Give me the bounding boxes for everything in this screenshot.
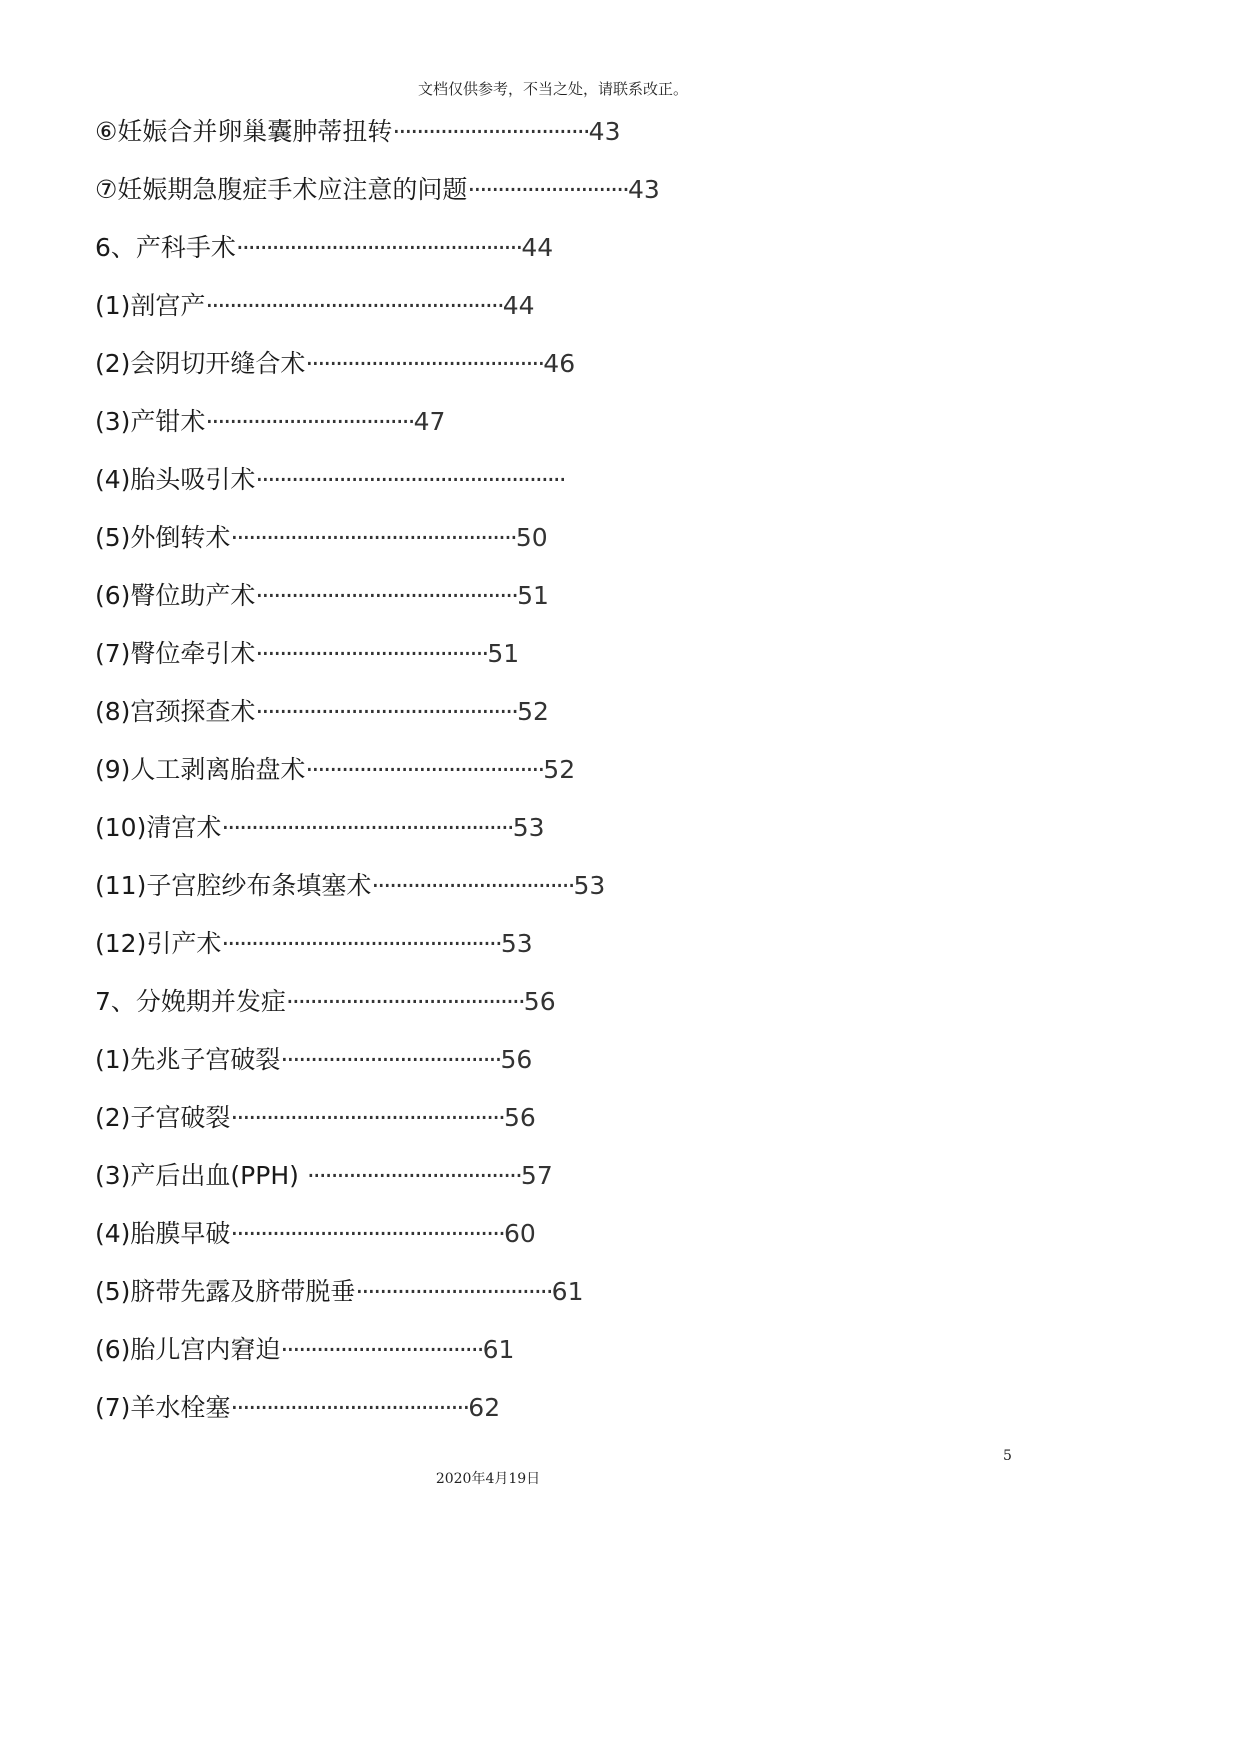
- toc-page-number: 46: [543, 349, 576, 378]
- toc-entry-label: (2)会阴切开缝合术: [95, 349, 306, 378]
- toc-page-number: 43: [588, 117, 621, 146]
- toc-leader-dots: ··············································: [230, 1219, 504, 1248]
- toc-entry[interactable]: [95, 402, 795, 460]
- toc-page-number: 56: [503, 1103, 536, 1132]
- toc-entry[interactable]: [95, 866, 795, 924]
- toc-entry-label: (12)引产术: [95, 929, 222, 958]
- toc-entry-label: (5)脐带先露及脐带脱垂: [95, 1277, 356, 1306]
- toc-entry[interactable]: [95, 1098, 795, 1156]
- toc-entry[interactable]: [95, 808, 795, 866]
- toc-page-number: 57: [520, 1161, 553, 1190]
- toc-leader-dots: ··································: [280, 1335, 483, 1364]
- toc-page-number: 50: [515, 523, 548, 552]
- toc-entry[interactable]: [95, 924, 795, 982]
- toc-leader-dots: ··············································: [230, 1103, 504, 1132]
- toc-entry[interactable]: [95, 576, 795, 634]
- toc-page-number: 51: [517, 581, 549, 610]
- toc-entry[interactable]: [95, 692, 795, 750]
- toc-leader-dots: ··································: [371, 871, 574, 900]
- toc-entry[interactable]: [95, 982, 795, 1040]
- toc-page-number: 52: [543, 755, 576, 784]
- toc-entry-label: (4)胎膜早破: [95, 1219, 231, 1248]
- toc-page-number: 56: [500, 1045, 533, 1074]
- toc-entry-label: 7、分娩期并发症: [95, 987, 286, 1016]
- toc-leader-dots: ········································: [305, 755, 544, 784]
- toc-entry-label: 6、产科手术: [95, 233, 236, 262]
- toc-page-number: 53: [500, 929, 533, 958]
- toc-leader-dots: ············································: [255, 697, 518, 726]
- toc-page-number: 52: [517, 697, 549, 726]
- toc-entry-label: (9)人工剥离胎盘术: [95, 755, 306, 784]
- toc-page-number: 53: [573, 871, 606, 900]
- toc-entry-label: (3)产后出血(PPH): [95, 1161, 307, 1190]
- toc-entry-label: (7)臀位牵引术: [95, 639, 256, 668]
- toc-leader-dots: ···································: [205, 407, 414, 436]
- toc-entry-label: (8)宫颈探查术: [95, 697, 256, 726]
- toc-entry[interactable]: [95, 228, 795, 286]
- toc-leader-dots: ········································: [285, 987, 524, 1016]
- toc-entry-label: (11)子宫腔纱布条填塞术: [95, 871, 372, 900]
- toc-leader-dots: ········································: [305, 349, 544, 378]
- toc-entry-label: (6)臀位助产术: [95, 581, 256, 610]
- toc-entry-label: (10)清宫术: [95, 813, 222, 842]
- toc-entry[interactable]: [95, 1388, 795, 1446]
- toc-entry-label: (7)羊水栓塞: [95, 1393, 231, 1422]
- toc-entry-label: (1)剖宫产: [95, 291, 206, 320]
- toc-entry-label: ⑦妊娠期急腹症手术应注意的问题: [95, 175, 468, 204]
- toc-page-number: 43: [628, 175, 660, 204]
- toc-entry[interactable]: [95, 750, 795, 808]
- toc-page-number: 62: [468, 1393, 501, 1422]
- toc-entry[interactable]: [95, 1272, 795, 1330]
- toc-page-number: 61: [551, 1277, 584, 1306]
- toc-page-number: 61: [482, 1335, 515, 1364]
- toc-page-number: 44: [502, 291, 535, 320]
- page-number: 5: [1003, 1448, 1012, 1464]
- toc-entry[interactable]: [95, 634, 795, 692]
- toc-leader-dots: ········································: [230, 1393, 469, 1422]
- toc-leader-dots: ············································: [255, 581, 518, 610]
- toc-page-number: 60: [503, 1219, 536, 1248]
- toc-entry[interactable]: [95, 286, 795, 344]
- toc-page-number: 47: [413, 407, 446, 436]
- toc-leader-dots: ·················································: [221, 813, 513, 842]
- toc-entry[interactable]: [95, 1156, 795, 1214]
- toc-entry-label: (2)子宫破裂: [95, 1103, 231, 1132]
- toc-leader-dots: ·································: [392, 117, 589, 146]
- toc-entry[interactable]: [95, 518, 795, 576]
- toc-leader-dots: ···············································: [221, 929, 501, 958]
- toc-entry-label: (6)胎儿宫内窘迫: [95, 1335, 281, 1364]
- toc-entry-label: (3)产钳术: [95, 407, 206, 436]
- toc-entry[interactable]: [95, 344, 795, 402]
- toc-page-number: 53: [512, 813, 545, 842]
- table-of-contents: [95, 112, 795, 1446]
- toc-leader-dots: ·································: [355, 1277, 552, 1306]
- footer-date: 2020年4月19日: [435, 1471, 541, 1487]
- toc-entry[interactable]: [95, 112, 795, 170]
- toc-leader-dots: ·······································: [255, 639, 488, 668]
- toc-leader-dots: ···························: [467, 175, 628, 204]
- toc-entry[interactable]: [95, 170, 795, 228]
- toc-leader-dots: ····················································: [255, 465, 565, 494]
- toc-leader-dots: ················································: [235, 233, 522, 262]
- toc-entry-label: (1)先兆子宫破裂: [95, 1045, 281, 1074]
- toc-entry[interactable]: [95, 1040, 795, 1098]
- header-note: 文档仅供参考，不当之处，请联系改正。: [417, 80, 688, 98]
- toc-leader-dots: ················································: [230, 523, 516, 552]
- toc-leader-dots: ····································: [306, 1161, 521, 1190]
- toc-entry-label: (5)外倒转术: [95, 523, 231, 552]
- toc-entry[interactable]: [95, 1214, 795, 1272]
- toc-entry-label: ⑥妊娠合并卵巢囊肿蒂扭转: [95, 117, 393, 146]
- toc-leader-dots: ·····································: [280, 1045, 501, 1074]
- toc-page-number: 56: [523, 987, 556, 1016]
- toc-page-number: 51: [487, 639, 520, 668]
- toc-entry[interactable]: [95, 1330, 795, 1388]
- toc-page-number: 44: [521, 233, 554, 262]
- toc-entry[interactable]: [95, 460, 795, 518]
- toc-leader-dots: ··················································: [205, 291, 503, 320]
- toc-entry-label: (4)胎头吸引术: [95, 465, 256, 494]
